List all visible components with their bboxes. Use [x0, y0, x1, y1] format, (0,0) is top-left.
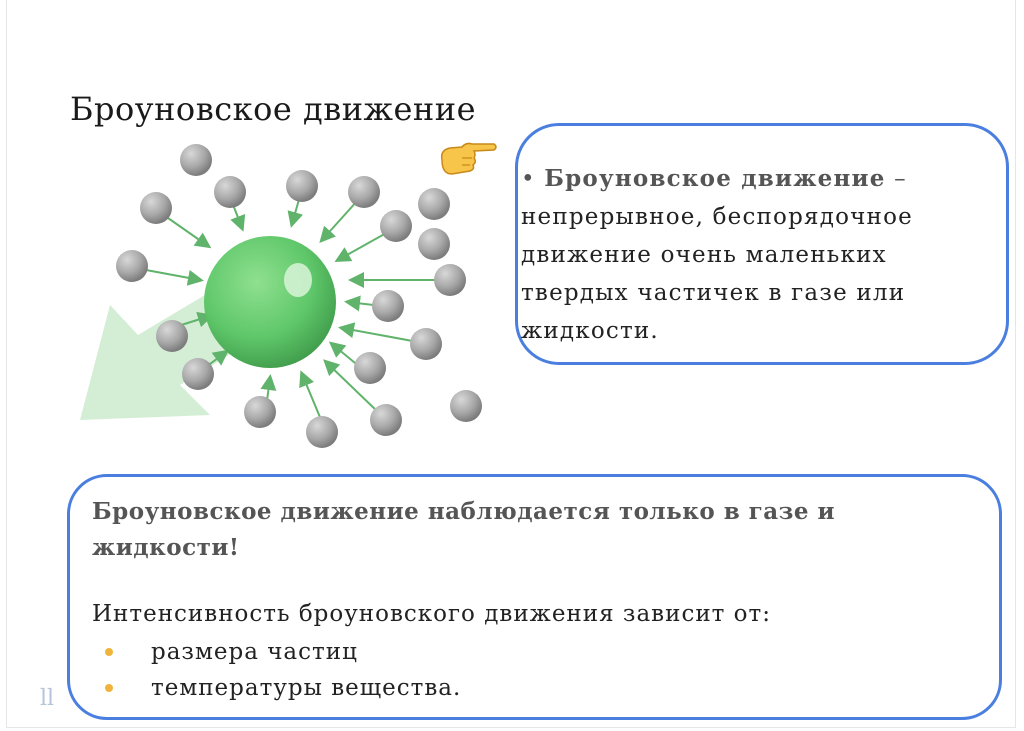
small-particle — [410, 328, 442, 360]
small-particle — [370, 404, 402, 436]
note-bold-text: Броуновское движение наблюдается только в газе и жидкости! — [92, 498, 836, 561]
small-particle — [434, 264, 466, 296]
definition-term: Броуновское движение — [544, 165, 886, 192]
bullet-dot-icon — [105, 648, 113, 656]
small-particle — [156, 320, 188, 352]
definition-body: непрерывное, беспорядочное движение очень маленьких твердых частичек в газе или жидкости. — [521, 204, 913, 344]
small-particle — [182, 358, 214, 390]
brownian-illustration — [70, 130, 510, 470]
small-particle — [140, 192, 172, 224]
definition-bullet: • — [521, 166, 536, 192]
note-intro-text: Интенсивность броуновского движения зависит от: — [92, 601, 772, 627]
small-particle — [116, 250, 148, 282]
definition-text — [521, 160, 991, 350]
bullet-dot-icon — [105, 684, 113, 692]
big-particle-highlight — [284, 263, 312, 297]
definition-dash: – — [885, 166, 907, 192]
list-item-label: размера частиц — [151, 639, 358, 665]
small-particle — [348, 176, 380, 208]
small-particle — [380, 210, 412, 242]
big-particle — [204, 236, 336, 368]
small-particle — [418, 188, 450, 220]
slide-title: Броуновское движение — [70, 90, 477, 128]
small-particle — [372, 290, 404, 322]
page-number: ll — [40, 686, 55, 711]
list-item-label: температуры вещества. — [151, 675, 462, 701]
small-particle — [306, 416, 338, 448]
small-particle — [286, 170, 318, 202]
dependency-list — [105, 634, 461, 706]
small-particle — [244, 396, 276, 428]
small-particle — [180, 144, 212, 176]
list-item — [105, 670, 461, 706]
list-item — [105, 634, 461, 670]
small-particle — [354, 352, 386, 384]
small-particle — [418, 228, 450, 260]
small-particle — [450, 390, 482, 422]
small-particle — [214, 176, 246, 208]
